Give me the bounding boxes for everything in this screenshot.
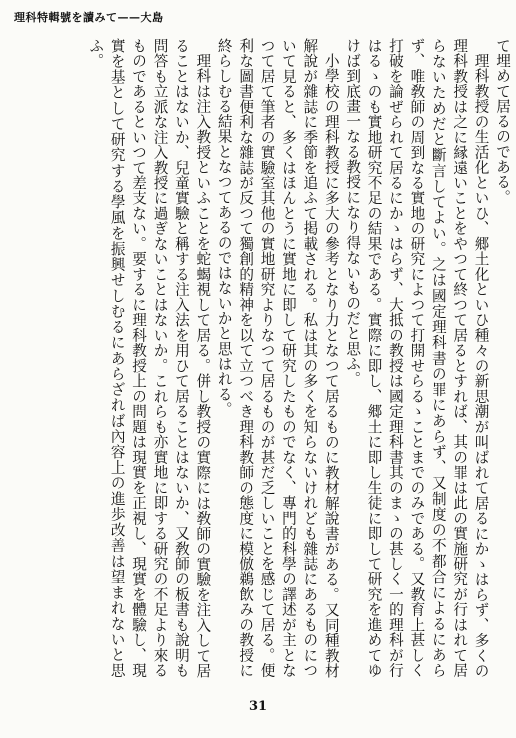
paragraph-continuation: て埋めて居るのである。 (494, 38, 511, 205)
paragraph-theory-of-practice: 理科教授の生活化といひ、郷土化といひ種々の新思潮が叫ばれて居るにかゝはらず、多くの理科教授は之に縁遠いことをやつて終つて居るとすれば、其の罪は此の實施研究が行はれて居らないためだと斷言してよい。之は國定理科書の罪にあらず、又制度の不都合によるにあらず、唯敎師の周到なる實地の研究によつて打開せらるゝことまでのみである。又教育上甚しく打破を論ぜられて居るにかゝはらず、大抵の教授は國定理科書其のまゝの甚しく一的理科が行はるゝのも實地研究不足の結果である。實際に即し、郷土に即し生徒に即して研究を進めてゆけば到底畫一なる教授になり得ないものだと思ふ。 (344, 38, 490, 678)
body-text (53, 38, 513, 678)
paragraph-injection-teaching: 理科は注入教授といふことを蛇蝎視して居る。併し教授の實際には敎師の實驗を注入して居ることはないか、兒童實驗と稱する注入法を用ひて居ることはないか、又敎師の板書も說明も問答も立派な注入教授に過ぎないことはないか。これらも亦實地に即する研究の不足より來るものであるといつて差支ない。要するに理科教授上の問題は現實を正視し、現實を體驗し、現實を基として研究する學風を振興せしむるにあらざれば內容上の進歩改善は望まれないと思ふ。 (87, 38, 212, 678)
running-head: 理科特輯號を讀みて——大島 (14, 11, 164, 24)
page-number: 31 (248, 699, 268, 714)
paragraph-teaching-materials: 小學校の理科教授に多大の參考となり力となつて居るものに教材解說書がある。又同種教材解說が雜誌に季節を追ふて掲載される。私は其の多くを知らないけれども雜誌にあるものについて見ると、多くはほんとうに實地に即して研究したものでなく、專門的科學の譯述が主となつて居て筆者の實驗室其他の實地研究よりなつて居るものが甚だ乏しいことを感じて居る。便利な圖書便利な雜誌が反つて獨創的精神を以て立つべき理科教師の態度に模倣鵜飲みの教授に終らしむる結果となつてあるのではないかと思はれる。 (215, 38, 340, 678)
